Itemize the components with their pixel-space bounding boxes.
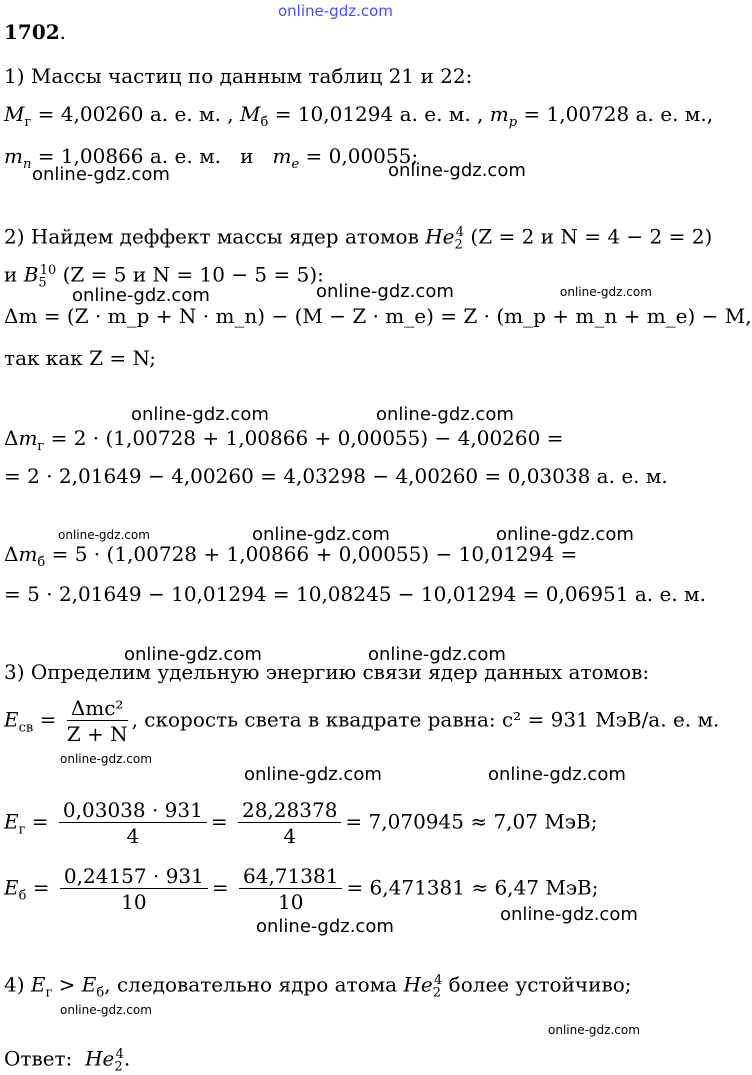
watermark: online-gdz.com xyxy=(124,644,262,665)
watermark: online-gdz.com xyxy=(496,524,634,545)
watermark: online-gdz.com xyxy=(131,404,269,425)
watermark: online-gdz.com xyxy=(488,764,626,785)
masses-line-1: $M_г = 4,00260$ а. е. м. , $M_б = 10,01294$ а. е. м. , $m_p = 1,00728$ а. е. м., xyxy=(4,102,714,130)
watermark: online-gdz.com xyxy=(388,160,526,181)
dm-helium-line-2: = 2 · 2,01649 − 4,00260 = 4,03298 − 4,00260 = 0,03038 а. е. м. xyxy=(4,464,668,488)
watermark: online-gdz.com xyxy=(72,285,210,306)
dm-boron-line-1: $\Delta m_б = 5 \cdot (1,00728 + 1,00866 + 0,00055) - 10,01294$ = xyxy=(4,542,578,570)
watermark: online-gdz.com xyxy=(32,164,170,185)
watermark: online-gdz.com xyxy=(368,644,506,665)
watermark-top: online-gdz.com xyxy=(278,2,393,20)
since-z-equals-n: так как Z = N; xyxy=(4,346,157,370)
binding-energy-formula: $E_{св}$ = $\frac{\text{Δmc²}}{Z + N}$ , скорость света в квадрате равна: c² = 931 МэВ/а. е. м. xyxy=(4,696,720,746)
watermark: online-gdz.com xyxy=(252,524,390,545)
masses-line-2: $m_n = 1,00866$ а. е. м. и $m_e = 0,00055$; xyxy=(4,144,419,172)
watermark: online-gdz.com xyxy=(256,916,394,937)
problem-number: 1702. xyxy=(4,20,67,44)
section-2-line-2: и $B_5^{10}$ (Z = 5 и N = 10 − 5 = 5): xyxy=(4,262,324,291)
dm-boron-line-2: = 5 · 2,01649 − 10,01294 = 10,08245 − 10,01294 = 0,06951 а. е. м. xyxy=(4,582,706,606)
mass-defect-formula: Δm = (Z · m_p + N · m_n) − (M − Z · m_e) = Z · (m_p + m_n + m_e) − M, xyxy=(4,304,752,328)
watermark: online-gdz.com xyxy=(376,404,514,425)
watermark: online-gdz.com xyxy=(60,1003,152,1017)
watermark: online-gdz.com xyxy=(316,281,454,302)
section-2-title: 2) Найдем деффект массы ядер атомов $He_2^4$ (Z = 2 и N = 4 − 2 = 2) xyxy=(4,224,713,253)
section-3-title: 3) Определим удельную энергию связи ядер данных атомов: xyxy=(4,660,650,684)
watermark: online-gdz.com xyxy=(60,752,152,766)
watermark: online-gdz.com xyxy=(548,1023,640,1037)
section-4-conclusion: 4) $E_г > E_б$, следовательно ядро атома $He_2^4$ более устойчиво; xyxy=(4,972,632,1001)
energy-helium: $E_г$ = $\frac{0,03038 \cdot 931}{4}$ = $\frac{28,28378}{4}$ = 7,070945 ≈ 7,07 МэВ; xyxy=(4,798,598,848)
watermark: online-gdz.com xyxy=(58,528,150,542)
energy-boron: $E_б$ = $\frac{0,24157 \cdot 931}{10}$ = $\frac{64,71381}{10}$ = 6,471381 ≈ 6,47 МэВ; xyxy=(4,864,599,914)
watermark: online-gdz.com xyxy=(560,285,652,299)
answer: Ответ: $He_2^4$. xyxy=(4,1046,131,1075)
watermark: online-gdz.com xyxy=(500,904,638,925)
dm-helium-line-1: $\Delta m_г = 2 \cdot (1,00728 + 1,00866 + 0,00055) - 4,00260$ = xyxy=(4,426,564,454)
watermark: online-gdz.com xyxy=(244,764,382,785)
section-1-title: 1) Массы частиц по данным таблиц 21 и 22: xyxy=(4,64,473,88)
